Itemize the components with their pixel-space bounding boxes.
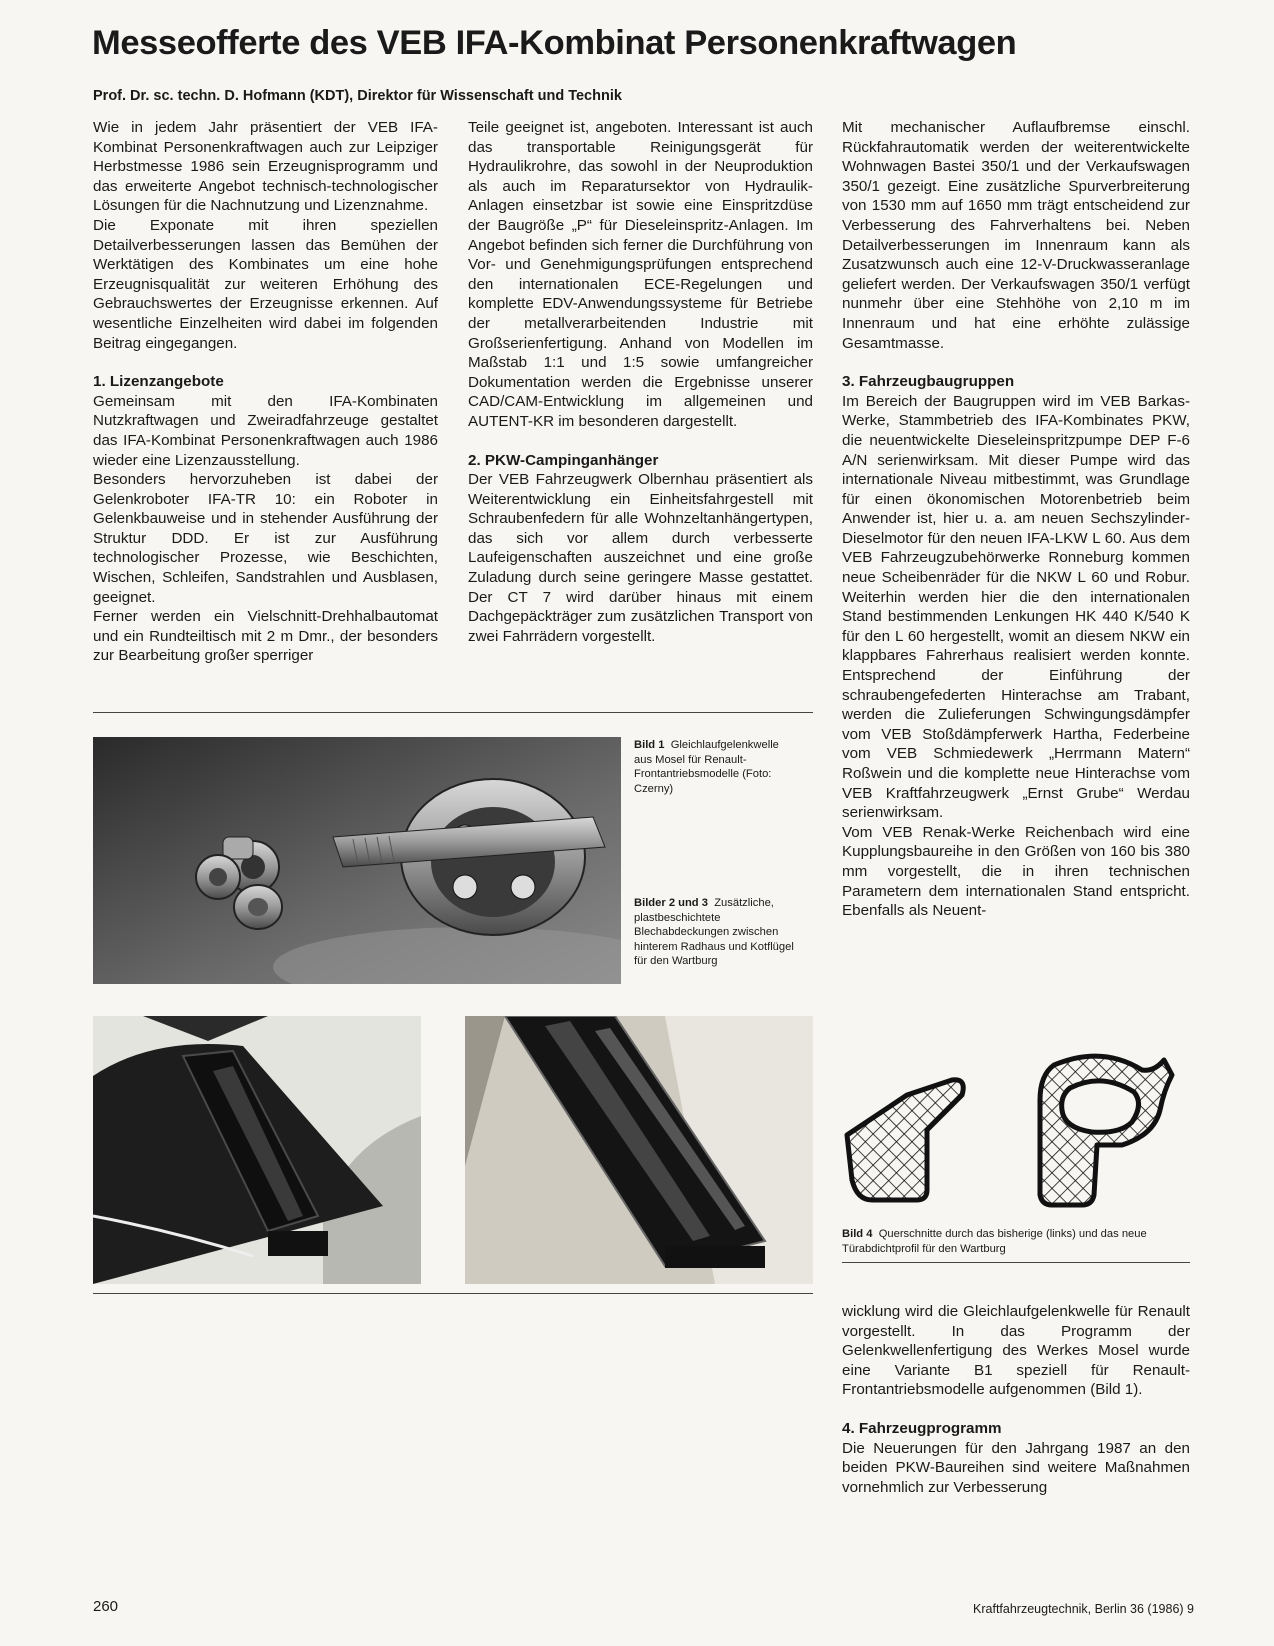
column-3-top: [842, 118, 1190, 921]
caption-label: Bilder 2 und 3: [634, 897, 708, 909]
paragraph: Wie in jedem Jahr präsentiert der VEB IFA-Kombinat Personenkraftwagen auch zur Leipziger Herbstmesse 1986 sein Erzeugnisprogramm und das erweiterte Angebot technisch-technologischer Lösungen für die Nachnutzung und Lizenznahme.: [93, 119, 438, 215]
page-number: 260: [93, 1598, 119, 1615]
paragraph: Vom VEB Renak-Werke Reichenbach wird eine Kupplungsbaureihe in den Größen von 160 bis 380 mm vorgestellt, die in ihren technischen Parametern dem internationalen Stand entspricht. Ebenfalls als Neuent-: [842, 823, 1190, 920]
paragraph: Besonders hervorzuheben ist dabei der Gelenkroboter IFA-TR 10: ein Roboter in Gelenkbauweise und in stehender Ausführung der Struktur DDD. Er ist zur Ausführung technologischer Prozesse, wie Beschichten, Wischen, Schleifen, Sandstrahlen und Ausblasen, geeignet.: [93, 471, 438, 606]
caption-label: Bild 4: [842, 1228, 873, 1240]
divider-rule: [842, 1262, 1190, 1263]
section-heading: 4. Fahrzeugprogramm: [842, 1419, 1002, 1437]
column-1: [93, 118, 438, 666]
paragraph: Der VEB Fahrzeugwerk Olbernhau präsentiert als Weiterentwicklung ein Einheitsfahrgestell mit Schraubenfedern für alle Wohnzeltanhängertypen, das sich vor allem durch verbesserte Laufeigenschaften auszeichnet und eine große Zuladung durch seine geringere Masse gestattet. Der CT 7 wird darüber hinaus mit einem Dachgepäckträger zum zusätzlichen Transport von zwei Fahrrädern vorgestellt.: [468, 471, 813, 645]
paragraph: Ferner werden ein Vielschnitt-Drehhalbautomat und ein Rundteiltisch mit 2 m Dmr., der besonders zur Bearbeitung großer sperriger: [93, 608, 438, 665]
paragraph: Gemeinsam mit den IFA-Kombinaten Nutzkraftwagen und Zweiradfahrzeuge gestaltet das IFA-Kombinat Personenkraftwagen auch 1986 wieder eine Lizenzausstellung.: [93, 392, 438, 469]
paragraph: Die Exponate mit ihren speziellen Detailverbesserungen lassen das Bemühen der Werktätigen des Kombinates um eine hohe Erzeugnisqualität zur weiteren Erhöhung des Gebrauchswertes der Erzeugnisse erkennen. Auf wesentliche Einzelheiten wird dabei im folgenden Beitrag eingegangen.: [93, 216, 438, 352]
column-3-bottom: [842, 1302, 1190, 1497]
photo-bild-1: [93, 737, 621, 984]
caption-text: Zusätzliche, plastbeschichtete Blechabdeckungen zwischen hinterem Radhaus und Kotflügel für den Wartburg: [634, 897, 794, 968]
caption-label: Bild 1: [634, 739, 665, 751]
caption-bild-2-3: [634, 896, 794, 969]
caption-text: Querschnitte durch das bisherige (links) und das neue Türabdichtprofil für den Wartburg: [842, 1228, 1147, 1255]
column-2: [468, 118, 813, 646]
author-line: Prof. Dr. sc. techn. D. Hofmann (KDT), Direktor für Wissenschaft und Technik: [93, 88, 622, 104]
caption-text: Gleichlaufgelenkwelle aus Mosel für Renault-Frontantriebsmodelle (Foto: Czerny): [634, 739, 779, 795]
journal-reference: Kraftfahrzeugtechnik, Berlin 36 (1986) 9: [973, 1602, 1194, 1616]
caption-bild-1: [634, 738, 794, 796]
section-heading: 3. Fahrzeugbaugruppen: [842, 373, 1015, 391]
paragraph: Die Neuerungen für den Jahrgang 1987 an den beiden PKW-Baureihen sind weitere Maßnahmen vornehmlich zur Verbesserung: [842, 1439, 1190, 1496]
caption-bild-4: [842, 1227, 1190, 1256]
divider-rule: [93, 1293, 813, 1294]
paragraph: wicklung wird die Gleichlaufgelenkwelle für Renault vorgestellt. In das Programm der Gelenkwellenfertigung des Werkes Mosel wurde eine Variante B1 speziell für Renault-Frontantriebsmodelle aufgenommen (Bild 1).: [842, 1303, 1190, 1399]
paragraph: Im Bereich der Baugruppen wird im VEB Barkas-Werke, Stammbetrieb des IFA-Kombinates PKW, die neuentwickelte Dieseleinspritzpumpe DEP F-6 A/N serienwirksam. Mit dieser Pumpe wird das internationale Niveau mitbestimmt, was Grundlage für einen ökonomischen Motorenbetrieb beim Anwender ist, hier u. a. am neuen Sechszylinder-Dieselmotor für den neuen IFA-LKW L 60. Aus dem VEB Fahrzeugzubehörwerke Ronneburg kommen neue Scheibenräder für die NKW L 60 und Robur. Weiterhin werden hier die den internationalen Stand bestimmenden Lenkungen HK 440 K/540 K für den L 60 hergestellt, womit an diesem NKW ein klappbares Fahrerhaus realisiert werden konnte. Entsprechend der Einführung der schraubengefederten Hinterachse am Trabant, werden die Zulieferungen Schwingungsdämpfer vom VEB Stoßdämpferwerk Hartha, Federbeine vom VEB Schmiedewerk „Herrmann Matern“ Roßwein und die komplette neue Hinterachse vom VEB Kraftfahrzeugwerk „Ernst Grube“ Werdau serienwirksam.: [842, 392, 1190, 822]
figure-bild-4: [842, 1040, 1190, 1215]
section-heading: 2. PKW-Campinganhänger: [468, 451, 659, 469]
paragraph: Mit mechanischer Auflaufbremse einschl. Rückfahrautomatik werden der weiterentwickelte Wohnwagen Bastei 350/1 und der Verkaufswagen 350/1 gezeigt. Eine zusätzliche Spurverbreiterung von 1530 mm auf 1650 mm trägt entscheidend zur Verbesserung des Fahrverhaltens bei. Neben Detailverbesserungen im Innenraum kann als Zusatzwunsch auch eine 12-V-Druckwasseranlage geliefert werden. Der Verkaufswagen 350/1 verfügt nunmehr über eine Stehhöhe von 2,10 m im Innenraum und hat eine erhöhte zulässige Gesamtmasse.: [842, 119, 1190, 352]
article-title: Messeofferte des VEB IFA-Kombinat Personenkraftwagen: [92, 24, 1017, 62]
photo-bild-2: [93, 1016, 421, 1284]
photo-bild-3: [465, 1016, 813, 1284]
divider-rule: [93, 712, 813, 713]
paragraph: Teile geeignet ist, angeboten. Interessant ist auch das transportable Reinigungsgerät für Hydraulikrohre, das sowohl in der Neuproduktion als auch im Reparatursektor von Hydraulik-Anlagen einsetzbar ist sowie eine Einspritzdüse der Baugröße „P“ für Dieseleinspritz-Anlagen. Im Angebot befinden sich ferner die Durchführung von Vor- und Genehmigungsprüfungen entsprechend den internationalen ECE-Regelungen und komplette EDV-Anwendungssysteme für Betriebe der metallverarbeitenden Industrie mit Großserienfertigung. Anhand von Modellen im Maßstab 1:1 und 1:5 sowie umfangreicher Dokumentation werden die Ergebnisse unserer CAD/CAM-Entwicklung im allgemeinen und AUTENT-KR im besonderen dargestellt.: [468, 119, 813, 430]
section-heading: 1. Lizenzangebote: [93, 373, 224, 391]
